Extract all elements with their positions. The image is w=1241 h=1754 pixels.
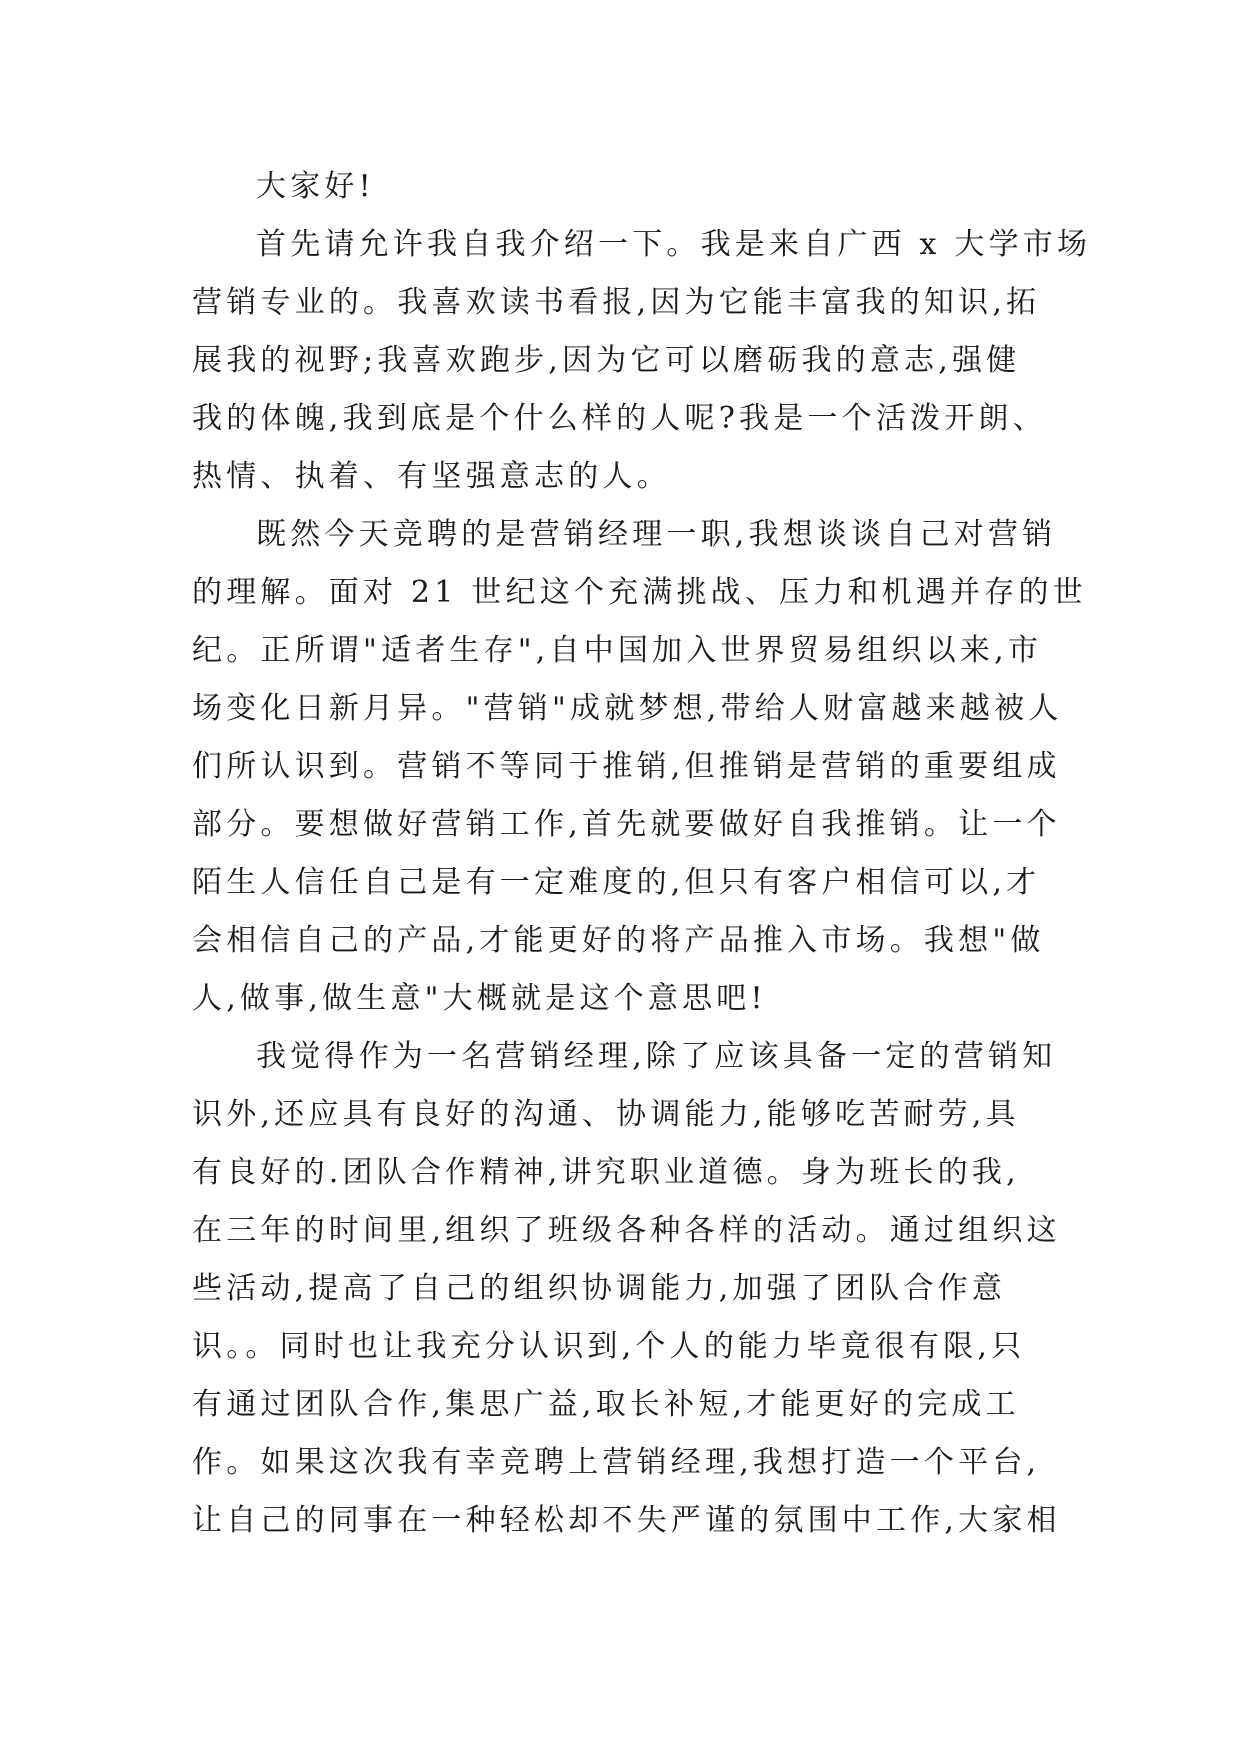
paragraph-2-line-2: 的理解。面对 21 世纪这个充满挑战、压力和机遇并存的世 <box>192 575 1087 610</box>
greeting-line: 大家好! <box>256 169 375 204</box>
paragraph-2-line-4: 场变化日新月异。"营销"成就梦想,带给人财富越来越被人 <box>192 691 1063 726</box>
paragraph-2-line-9: 人,做事,做生意"大概就是这个意思吧! <box>192 981 767 1016</box>
paragraph-2-line-7: 陌生人信任自己是有一定难度的,但只有客户相信可以,才 <box>192 865 1041 900</box>
paragraph-3-line-5: 些活动,提高了自己的组织协调能力,加强了团队合作意 <box>192 1271 1007 1306</box>
paragraph-3-line-7: 有通过团队合作,集思广益,取长补短,才能更好的完成工 <box>192 1387 1020 1422</box>
paragraph-2-line-1: 既然今天竞聘的是营销经理一职,我想谈谈自己对营销 <box>256 517 1057 552</box>
paragraph-3-line-6: 识。。同时也让我充分认识到,个人的能力毕竟很有限,只 <box>192 1329 1026 1364</box>
paragraph-3-line-1: 我觉得作为一名营销经理,除了应该具备一定的营销知 <box>256 1039 1057 1074</box>
document-body <box>192 158 1092 1550</box>
paragraph-1-line-3: 展我的视野;我喜欢跑步,因为它可以磨砺我的意志,强健 <box>192 343 1021 378</box>
paragraph-3-line-8: 作。如果这次我有幸竞聘上营销经理,我想打造一个平台, <box>192 1445 1041 1480</box>
paragraph-1-line-2: 营销专业的。我喜欢读书看报,因为它能丰富我的知识,拓 <box>192 285 1041 320</box>
paragraph-3-line-9: 让自己的同事在一种轻松却不失严谨的氛围中工作,大家相 <box>192 1503 1061 1538</box>
paragraph-2-line-3: 纪。正所谓"适者生存",自中国加入世界贸易组织以来,市 <box>192 633 1043 668</box>
paragraph-2-line-5: 们所认识到。营销不等同于推销,但推销是营销的重要组成 <box>192 749 1061 784</box>
paragraph-1-line-4: 我的体魄,我到底是个什么样的人呢?我是一个活泼开朗、 <box>192 401 1047 436</box>
paragraph-2-line-8: 会相信自己的产品,才能更好的将产品推入市场。我想"做 <box>192 923 1045 958</box>
paragraph-3-line-2: 识外,还应具有良好的沟通、协调能力,能够吃苦耐劳,具 <box>192 1097 1020 1132</box>
paragraph-1-line-1: 首先请允许我自我介绍一下。我是来自广西 x 大学市场 <box>256 227 1092 262</box>
paragraph-3-line-4: 在三年的时间里,组织了班级各种各样的活动。通过组织这 <box>192 1213 1061 1248</box>
paragraph-1-line-5: 热情、执着、有坚强意志的人。 <box>192 459 671 494</box>
paragraph-3-line-3: 有良好的.团队合作精神,讲究职业道德。身为班长的我, <box>192 1155 1020 1190</box>
paragraph-2-line-6: 部分。要想做好营销工作,首先就要做好自我推销。让一个 <box>192 807 1061 842</box>
